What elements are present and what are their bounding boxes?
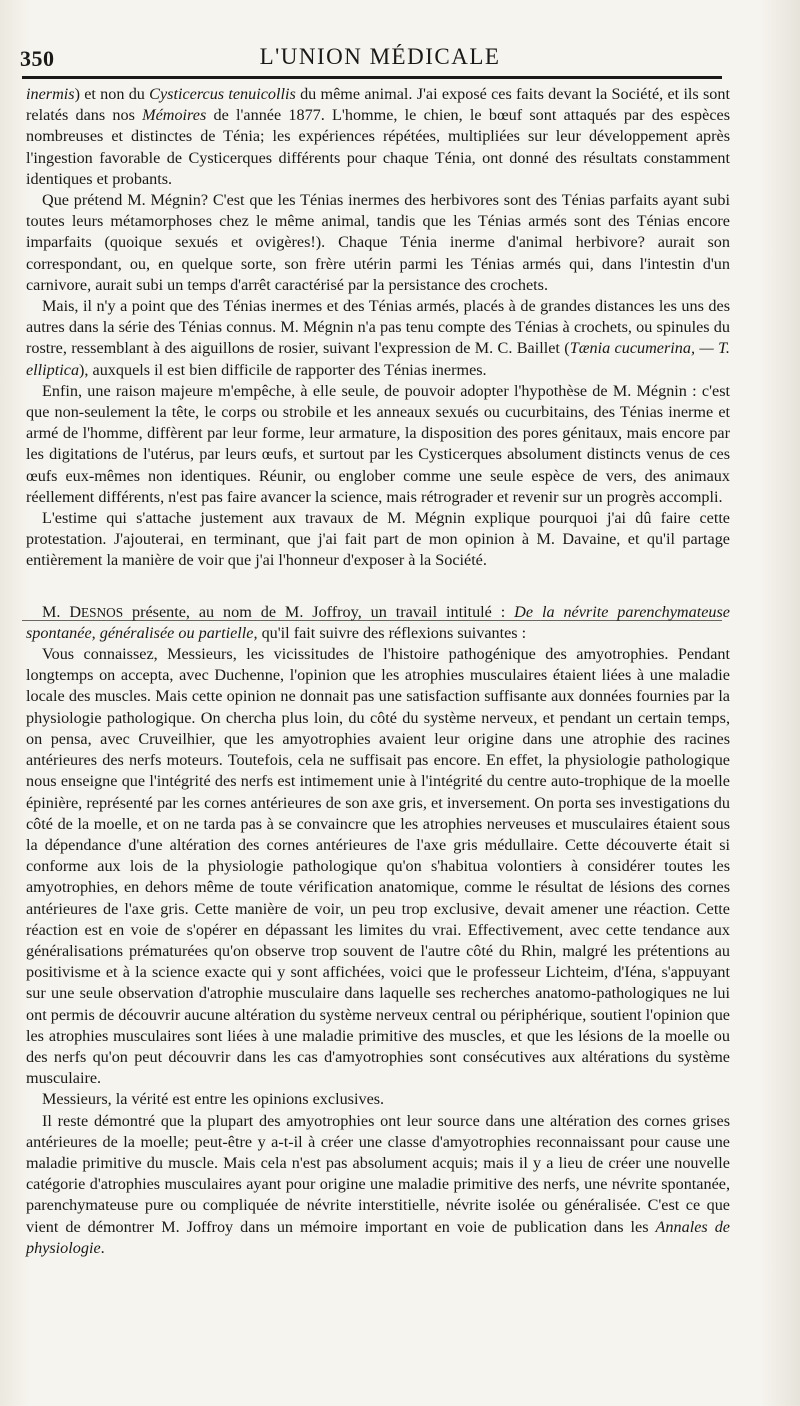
page-header [20, 38, 780, 74]
paragraph-6: M. DESNOS présente, au nom de M. Joffroy, un travail intitulé : De la névrite parenchymateuse spontanée, généralisée ou partielle, qu'il fait suivre des réflexions suivantes : [26, 602, 730, 642]
paragraph-3: Mais, il n'y a point que des Ténias inermes et des Ténias armés, placés à de grandes distances les uns des autres dans la série des Ténias connus. M. Mégnin n'a pas tenu compte des Ténias à crochets, ou spinules du rostre, ressemblant à des aiguillons de rosier, suivant l'expression de M. C. Baillet (Tænia cucumerina, — T. elliptica), auxquels il est bien difficile de rapporter des Ténias inermes. [26, 297, 730, 379]
paragraph-2: Que prétend M. Mégnin? C'est que les Ténias inermes des herbivores sont des Ténias parfaits ayant subi toutes leurs métamorphoses chez le même animal, tandis que les Ténias armés sont des Ténias encore imparfaits (quoique sexués et ovigères!). Chaque Ténia inerme d'animal herbivore? aurait son correspondant, ou, en quelque sorte, son frère utérin parmi les Ténias armés qui, dans l'intestin d'un carnivore, aurait subi un temps d'arrêt caractérisé par la persistance des crochets. [26, 191, 730, 294]
paragraph-7: Vous connaissez, Messieurs, les vicissitudes de l'histoire pathogénique des amyotrophies. Pendant longtemps on accepta, avec Duchenne, l'opinion que les atrophies musculaires étaient liées à une maladie locale des muscles. Mais cette opinion ne donnait pas une satisfaction suffisante aux données fournies par la physiologie pathologique. On chercha plus loin, du côté du système nerveux, et pendant un certain temps, on pensa, avec Cruveilhier, que les amyotrophies avaient leur origine dans une atrophie des racines antérieures des nerfs moteurs. Toutefois, cela ne suffisait pas encore. En effet, la physiologie pathologique nous enseigne que l'intégrité des nerfs est intimement unie à l'intégrité du centre auto-trophique de la moelle épinière, représenté par les cornes antérieures de son axe gris, et inversement. On porta ses investigations du côté de la moelle, et on ne tarda pas à se convaincre que les atrophies nerveuses et musculaires étaient sous la dépendance d'une altération des cornes antérieures de l'axe gris médullaire. Cette découverte était si conforme aux lois de la physiologie pathologique qu'on s'habitua volontiers à considérer toutes les amyotrophies, en dehors même de toute vérification anatomique, comme le résultat de lésions des cornes antérieures de l'axe gris. Cette manière de voir, un peu trop exclusive, devait amener une réaction. Cette réaction est en voie de s'opérer en dépassant les limites du vrai. Effectivement, avec cette tendance aux généralisations prématurées qu'on observe trop souvent de l'autre côté du Rhin, malgré les prétentions au positivisme et à la science exacte qui y sont affichées, voici que le professeur Lichteim, d'Iéna, s'appuyant sur une seule observation d'atrophie musculaire dans laquelle ses recherches anatomo-pathologiques ne lui ont permis de découvrir aucune altération du système nerveux central ou périphérique, soutient l'opinion que les atrophies musculaires sont liées à une maladie primitive des muscles, et que les lésions de la moelle ou des nerfs qu'on peut découvrir dans les cas d'amyotrophies sont consécutives aux altérations du système musculaire. [26, 645, 730, 1088]
body-text [26, 84, 730, 1259]
running-title: L'UNION MÉDICALE [259, 44, 501, 69]
paragraph-9: Il reste démontré que la plupart des amyotrophies ont leur source dans une altération des cornes grises antérieures de la moelle; peut-être y a-t-il à créer une classe d'amyotrophies reconnaissant pour cause une maladie primitive du muscle. Mais cela n'est pas absolument acquis; mais il y a lieu de créer une nouvelle catégorie d'atrophies musculaires ayant pour origine une maladie primitive des nerfs, une névrite spontanée, parenchymateuse pure ou compliquée de névrite interstitielle, névrite isolée ou généralisée. C'est ce que vient de démontrer M. Joffroy dans un mémoire important en voie de publication dans les Annales de physiologie. [26, 1111, 730, 1257]
page-number: 350 [20, 46, 55, 71]
paragraph-1: inermis) et non du Cysticercus tenuicollis du même animal. J'ai exposé ces faits devant la Société, et ils sont relatés dans nos Mémoires de l'année 1877. L'homme, le chien, le bœuf sont attaqués par des espèces nombreuses et distinctes de Ténia; les expériences répétées, multipliées sur leur développement après l'ingestion favorable de Cysticerques différents pour chaque Ténia, ont donné des résultats constamment identiques et probants. [26, 85, 730, 188]
header-rule [22, 76, 722, 79]
paragraph-8: Messieurs, la vérité est entre les opinions exclusives. [42, 1090, 385, 1109]
paragraph-5: L'estime qui s'attache justement aux travaux de M. Mégnin explique pourquoi j'ai dû faire cette protestation. J'ajouterai, en terminant, que j'ai fait part de mon opinion à M. Davaine, et qu'il partage entièrement la manière de voir que j'ai l'honneur d'exposer à la Société. [26, 509, 730, 570]
paragraph-4: Enfin, une raison majeure m'empêche, à elle seule, de pouvoir adopter l'hypothèse de M. Mégnin : c'est que non-seulement la tête, le corps ou strobile et les anneaux sexués ou cucurbitains, des Ténias inerme et armé de l'homme, diffèrent par leur forme, leur armature, la disposition des pores génitaux, mais encore par les digitations de l'utérus, par leurs œufs, et surtout par les Cysticerques absolument distincts venus de ces œufs eux-mêmes non identiques. Réunir, ou englober comme une seule espèce de vers, des animaux réellement différents, n'est pas faire avancer la science, mais rétrograder et revenir sur un progrès accompli. [26, 381, 730, 506]
